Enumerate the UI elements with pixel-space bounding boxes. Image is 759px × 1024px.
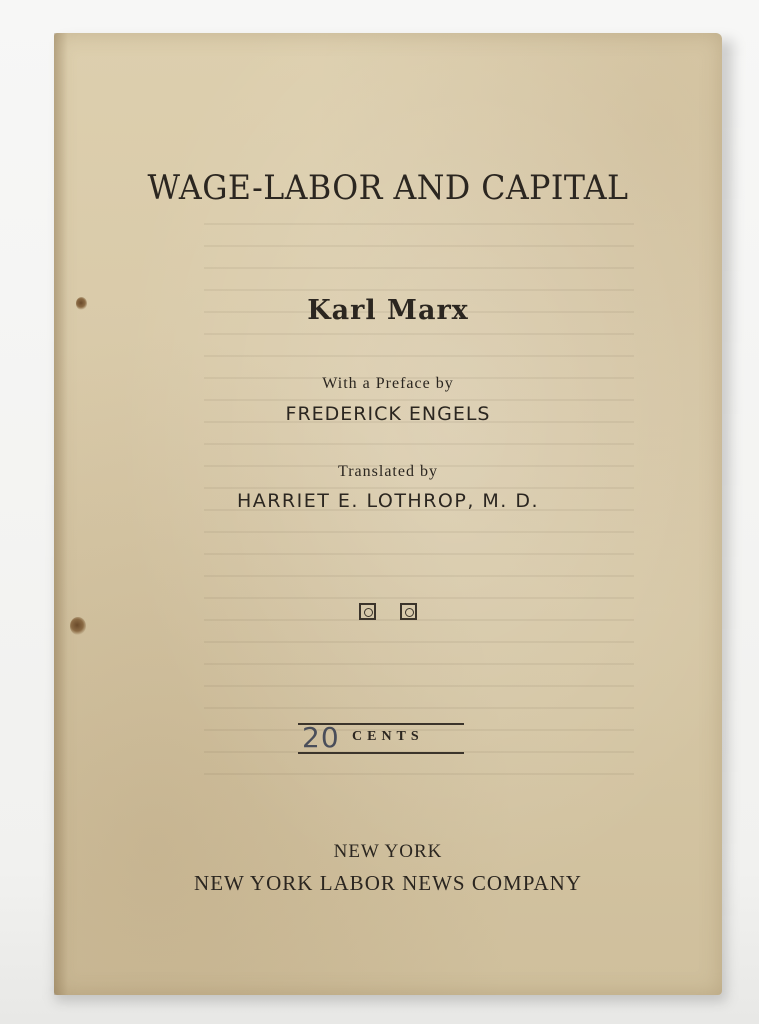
pamphlet-cover — [54, 33, 722, 995]
translator-name: HARRIET E. LOTHROP, M. D. — [236, 490, 540, 512]
price-unit: CENTS — [352, 729, 424, 744]
square-ornament-icon — [359, 603, 376, 620]
ornament-row — [54, 603, 722, 625]
price-number: 20 — [302, 721, 340, 754]
translator-label: Translated by — [338, 463, 438, 480]
preface-label: With a Preface by — [322, 375, 454, 392]
preface-author: FREDERICK ENGELS — [285, 403, 491, 425]
book-title: WAGE-LABOR AND CAPITAL — [147, 168, 629, 208]
price-label — [298, 721, 464, 759]
publisher-name: NEW YORK LABOR NEWS COMPANY — [194, 871, 582, 895]
publication-city: NEW YORK — [333, 841, 443, 862]
square-ornament-icon — [400, 603, 417, 620]
author-name: Karl Marx — [307, 295, 469, 326]
